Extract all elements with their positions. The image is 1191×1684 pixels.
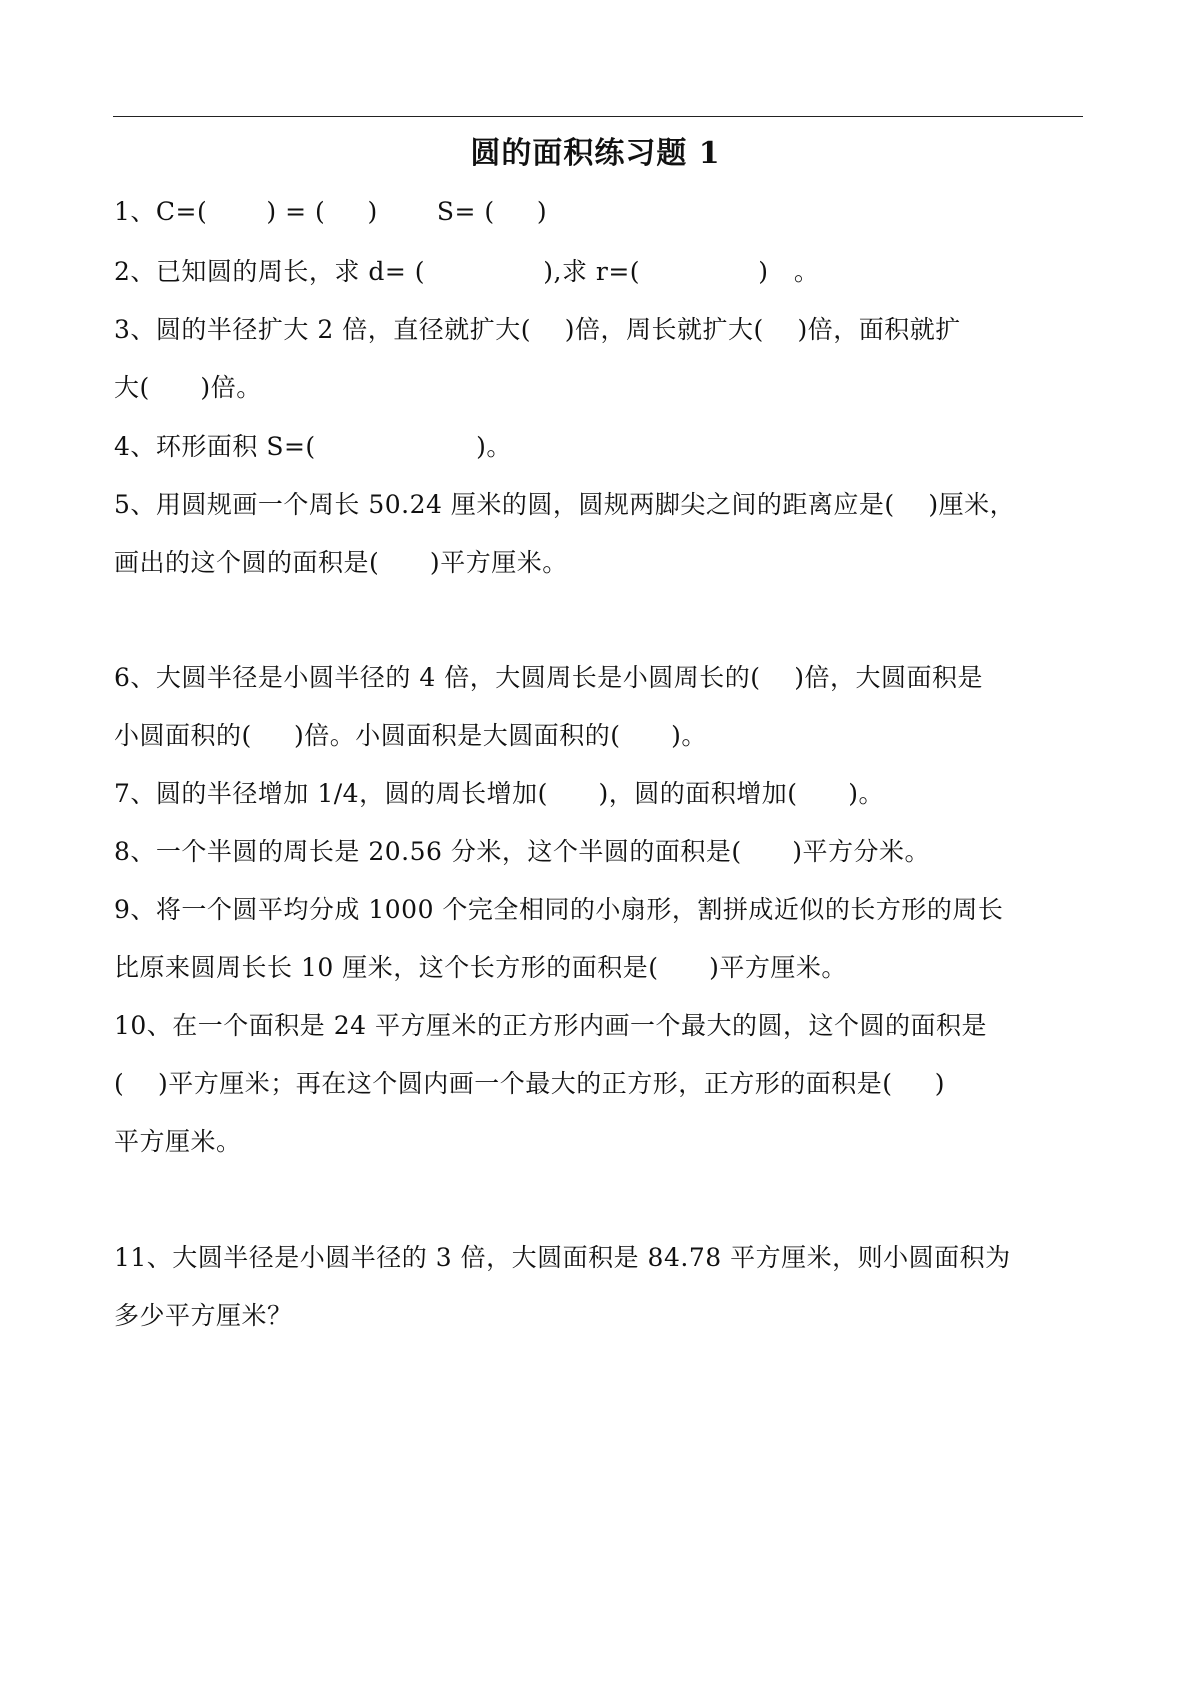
question-1: 1、C=( ) = ( ) S= ( ) — [114, 197, 548, 226]
question-5-line-1: 5、用圆规画一个周长 50.24 厘米的圆，圆规两脚尖之间的距离应是( )厘米， — [114, 490, 1016, 519]
question-11-line-2: 多少平方厘米？ — [114, 1301, 293, 1330]
question-8: 8、一个半圆的周长是 20.56 分米，这个半圆的面积是( )平方分米。 — [114, 837, 931, 866]
question-3-line-1: 3、圆的半径扩大 2 倍，直径就扩大( )倍，周长就扩大( )倍，面积就扩 — [114, 315, 961, 344]
question-7: 7、圆的半径增加 1/4，圆的周长增加( )，圆的面积增加( )。 — [114, 779, 884, 808]
question-4: 4、环形面积 S=( )。 — [114, 432, 512, 461]
question-5-line-2: 画出的这个圆的面积是( )平方厘米。 — [114, 548, 568, 577]
question-10-line-2: ( )平方厘米；再在这个圆内画一个最大的正方形，正方形的面积是( ) — [114, 1069, 946, 1098]
question-9-line-2: 比原来圆周长长 10 厘米，这个长方形的面积是( )平方厘米。 — [114, 953, 847, 982]
question-9-line-1: 9、将一个圆平均分成 1000 个完全相同的小扇形，割拼成近似的长方形的周长 — [114, 895, 1004, 924]
question-2: 2、已知圆的周长，求 d= ( ),求 r=( ) 。 — [114, 257, 820, 286]
question-6-line-2: 小圆面积的( )倍。小圆面积是大圆面积的( )。 — [114, 721, 707, 750]
header-rule — [113, 116, 1083, 117]
page-title: 圆的面积练习题 1 — [470, 136, 721, 171]
question-3-line-2: 大( )倍。 — [114, 373, 262, 402]
question-11-line-1: 11、大圆半径是小圆半径的 3 倍，大圆面积是 84.78 平方厘米，则小圆面积为 — [114, 1243, 1011, 1272]
question-6-line-1: 6、大圆半径是小圆半径的 4 倍，大圆周长是小圆周长的( )倍，大圆面积是 — [114, 663, 984, 692]
question-10-line-1: 10、在一个面积是 24 平方厘米的正方形内画一个最大的圆，这个圆的面积是 — [114, 1011, 988, 1040]
question-10-line-3: 平方厘米。 — [114, 1127, 242, 1156]
